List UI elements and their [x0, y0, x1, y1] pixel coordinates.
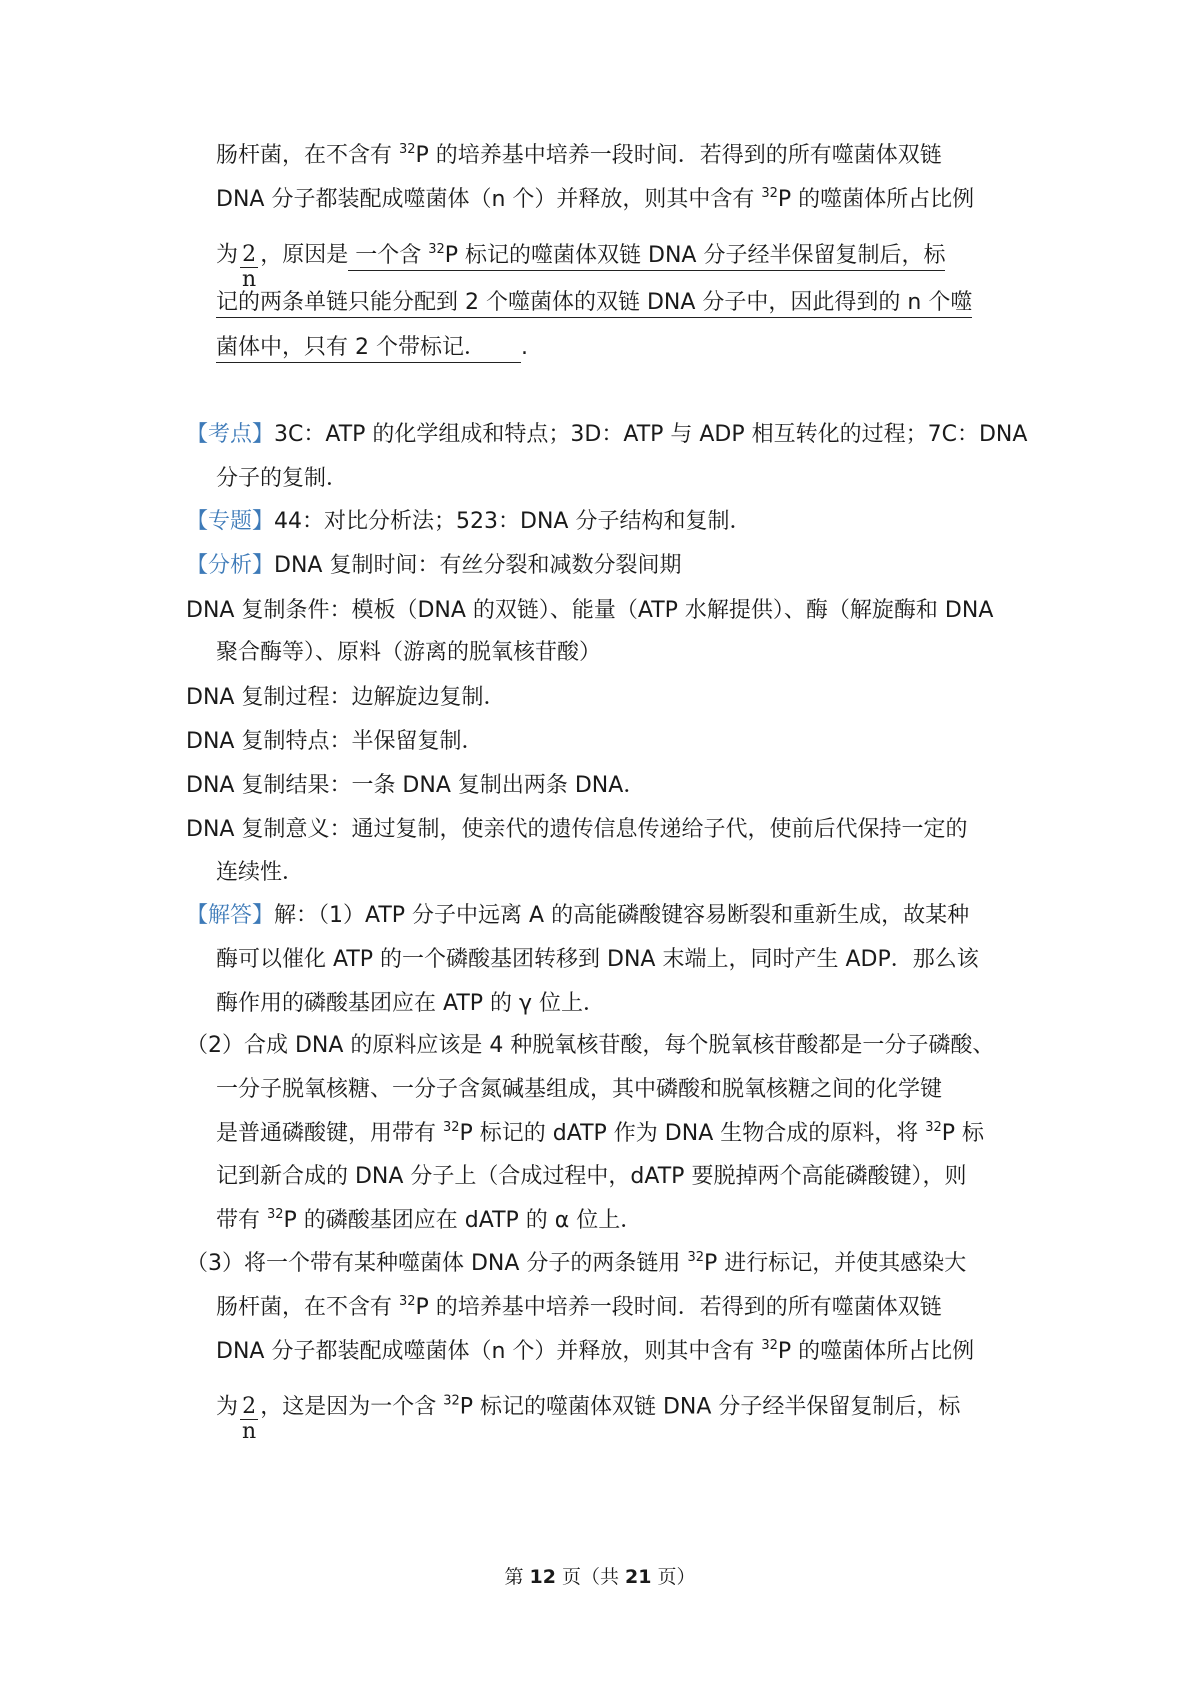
jieda-line-b2: 一分子脱氧核糖、一分子含氮碱基组成，其中磷酸和脱氧核糖之间的化学键: [216, 1077, 943, 1102]
zhuanti-tag: 【专题】: [186, 509, 275, 534]
jieda-line-a1: 【解答】解：（1）ATP 分子中远离 A 的高能磷酸键容易断裂和重新生成，故某种: [186, 903, 970, 928]
jieda-line-a3: 酶作用的磷酸基团应在 ATP 的 γ 位上．: [216, 991, 606, 1016]
fenxi-line-5: DNA 复制特点：半保留复制．: [186, 729, 484, 754]
fraction-2-over-n: $\frac{2}{n}$: [242, 242, 257, 292]
zhuanti-line-1: 【专题】44：对比分析法；523：DNA 分子结构和复制．: [186, 509, 752, 534]
p1-line-1: 肠杆菌，在不含有 $^{32}$P 的培养基中培养一段时间．若得到的所有噬菌体双链: [216, 142, 942, 168]
page-total: 21: [625, 1566, 652, 1588]
fenxi-line-3: 聚合酶等）、原料（游离的脱氧核苷酸）: [216, 640, 602, 665]
fenxi-line-7: DNA 复制意义：通过复制，使亲代的遗传信息传递给子代，使前后代保持一定的: [186, 817, 968, 842]
fenxi-line-2: DNA 复制条件：模板（DNA 的双链）、能量（ATP 水解提供）、酶（解旋酶和 DNA: [186, 598, 994, 623]
fenxi-line-4: DNA 复制过程：边解旋边复制．: [186, 685, 506, 710]
jieda-line-b5: 带有 $^{32}$P 的磷酸基团应在 dATP 的 α 位上．: [216, 1207, 643, 1233]
jieda-line-c1: （3）将一个带有某种噬菌体 DNA 分子的两条链用 $^{32}$P 进行标记，并使其感染大: [186, 1250, 967, 1276]
jieda-line-c4: 为 $\frac{2}{n}$ ，这是因为一个含 $^{32}$P 标记的噬菌体双链 DNA 分子经半保留复制后，标: [216, 1393, 961, 1444]
jieda-line-b3: 是普通磷酸键，用带有 $^{32}$P 标记的 dATP 作为 DNA 生物合成的原料，将 $^{32}$P 标: [216, 1120, 985, 1146]
p1-line-4: 记的两条单链只能分配到 2 个噬菌体的双链 DNA 分子中，因此得到的 n 个噬: [216, 288, 972, 318]
fenxi-line-6: DNA 复制结果：一条 DNA 复制出两条 DNA．: [186, 773, 646, 798]
jieda-line-c2: 肠杆菌，在不含有 $^{32}$P 的培养基中培养一段时间．若得到的所有噬菌体双链: [216, 1294, 942, 1320]
kaodian-tag: 【考点】: [186, 422, 275, 447]
jieda-line-a2: 酶可以催化 ATP 的一个磷酸基团转移到 DNA 末端上，同时产生 ADP．那么该: [216, 947, 979, 972]
fenxi-line-8: 连续性．: [216, 860, 305, 885]
p1-line-2: DNA 分子都装配成噬菌体（n 个）并释放，则其中含有 $^{32}$P 的噬菌体所占比例: [216, 186, 975, 212]
fenxi-tag: 【分析】: [186, 553, 275, 578]
p1-line-5: 菌体中，只有 2 个带标记． .: [216, 333, 528, 363]
jieda-line-b1: （2）合成 DNA 的原料应该是 4 种脱氧核苷酸，每个脱氧核苷酸都是一分子磷酸、: [186, 1033, 995, 1058]
jieda-line-c3: DNA 分子都装配成噬菌体（n 个）并释放，则其中含有 $^{32}$P 的噬菌体所占比例: [216, 1338, 975, 1364]
fenxi-line-1: 【分析】DNA 复制时间：有丝分裂和减数分裂间期: [186, 553, 682, 578]
jieda-line-b4: 记到新合成的 DNA 分子上（合成过程中，dATP 要脱掉两个高能磷酸键），则: [216, 1164, 967, 1189]
page-number: 12: [529, 1566, 556, 1588]
fraction-2-over-n: $\frac{2}{n}$: [242, 1394, 257, 1444]
jieda-tag: 【解答】: [186, 903, 275, 928]
kaodian-line-1: 【考点】3C：ATP 的化学组成和特点；3D：ATP 与 ADP 相互转化的过程；7C：DNA: [186, 422, 1028, 447]
kaodian-line-2: 分子的复制．: [216, 466, 349, 491]
p1-line-3: 为 $\frac{2}{n}$ ，原因是 一个含 $^{32}$P 标记的噬菌体双链 DNA 分子经半保留复制后，标: [216, 241, 946, 292]
page-footer: 第 12 页（共 21 页）: [504, 1566, 696, 1588]
